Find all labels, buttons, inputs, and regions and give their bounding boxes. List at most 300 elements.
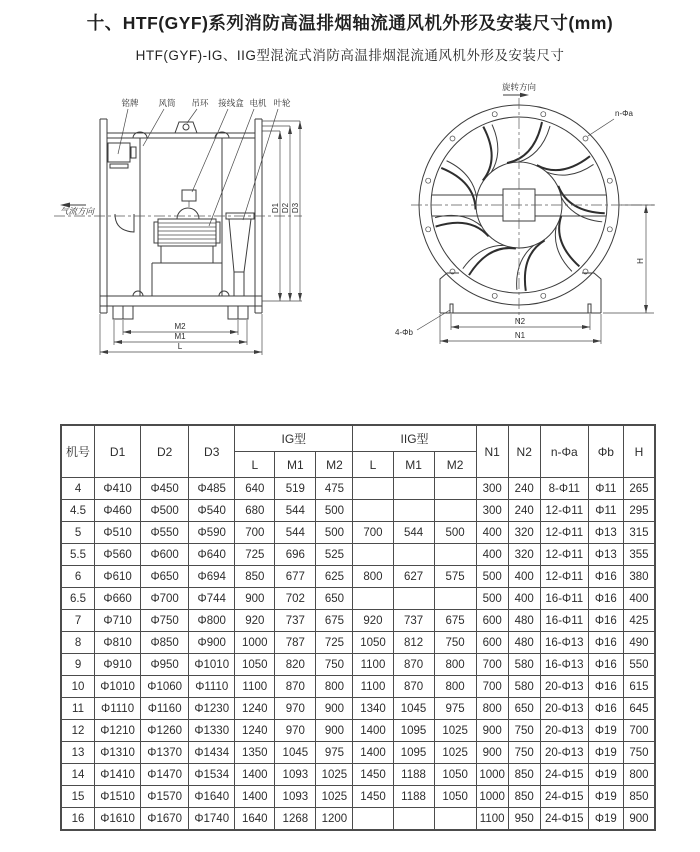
table-cell: 1100: [353, 676, 393, 698]
table-cell: [393, 588, 434, 610]
table-cell: 675: [316, 610, 353, 632]
table-cell: 850: [508, 764, 540, 786]
table-cell: 600: [476, 610, 508, 632]
table-cell: 975: [434, 698, 476, 720]
header-iig-m2: M2: [434, 452, 476, 478]
table-cell: 5.5: [62, 544, 95, 566]
label-bolt-holes: n-Φa: [615, 109, 633, 118]
header-iig-m1: M1: [393, 452, 434, 478]
table-cell: 737: [393, 610, 434, 632]
table-cell: 1340: [353, 698, 393, 720]
header-n2: N2: [508, 426, 540, 478]
table-cell: Φ19: [588, 808, 623, 830]
dim-l: [100, 342, 262, 354]
table-cell: 315: [623, 522, 654, 544]
table-cell: 1640: [235, 808, 275, 830]
base-hole-leader: [417, 310, 450, 330]
table-cell: 500: [434, 522, 476, 544]
table-cell: [434, 544, 476, 566]
table-cell: 700: [353, 522, 393, 544]
table-row: [62, 522, 655, 544]
table-cell: 1240: [235, 698, 275, 720]
dim-m2-label: M2: [174, 322, 186, 331]
table-cell: 20-Φ13: [540, 698, 588, 720]
dim-d3: [291, 121, 302, 301]
table-cell: 600: [476, 632, 508, 654]
table-cell: 12-Φ11: [540, 522, 588, 544]
table-cell: [353, 500, 393, 522]
table-cell: [393, 500, 434, 522]
table-cell: Φ450: [141, 478, 189, 500]
table-row: [62, 808, 655, 830]
drawing-area: [0, 78, 700, 388]
table-row: [62, 610, 655, 632]
table-cell: 7: [62, 610, 95, 632]
table-cell: Φ19: [588, 764, 623, 786]
table-cell: Φ16: [588, 676, 623, 698]
header-iig-l: L: [353, 452, 393, 478]
table-cell: [434, 500, 476, 522]
table-cell: 787: [275, 632, 316, 654]
table-cell: 625: [316, 566, 353, 588]
table-cell: 1350: [235, 742, 275, 764]
table-cell: 240: [508, 478, 540, 500]
table-cell: Φ13: [588, 544, 623, 566]
table-row: [62, 698, 655, 720]
table-cell: 12-Φ11: [540, 544, 588, 566]
table-cell: 425: [623, 610, 654, 632]
dim-h-label: H: [636, 258, 645, 264]
table-row: [62, 654, 655, 676]
table-cell: 400: [508, 566, 540, 588]
page-title: 十、HTF(GYF)系列消防高温排烟轴流通风机外形及安装尺寸(mm): [86, 13, 614, 33]
table-cell: Φ640: [189, 544, 235, 566]
table-cell: 16-Φ13: [540, 654, 588, 676]
header-ig-m1: M1: [275, 452, 316, 478]
table-cell: 500: [476, 566, 508, 588]
dim-n1: [440, 331, 601, 343]
dim-m1-label: M1: [174, 332, 186, 341]
table-cell: 702: [275, 588, 316, 610]
table-cell: 500: [316, 500, 353, 522]
table-cell: 500: [476, 588, 508, 610]
table-row: [62, 588, 655, 610]
table-cell: 1025: [434, 742, 476, 764]
table-cell: Φ560: [95, 544, 141, 566]
table-cell: 700: [623, 720, 654, 742]
table-cell: 400: [623, 588, 654, 610]
table-cell: Φ744: [189, 588, 235, 610]
dim-h: [636, 205, 648, 313]
nameplate: [108, 143, 136, 168]
table-cell: 300: [476, 478, 508, 500]
lifting-lug: [175, 122, 197, 133]
bolt-hole-leader: [588, 119, 614, 136]
motor: [154, 219, 220, 246]
header-ig-type: IG型: [235, 426, 353, 452]
table-cell: 12-Φ11: [540, 500, 588, 522]
table-cell: 380: [623, 566, 654, 588]
table-cell: 820: [275, 654, 316, 676]
table-cell: Φ850: [141, 632, 189, 654]
table-cell: [353, 808, 393, 830]
table-cell: 870: [393, 654, 434, 676]
table-cell: 680: [235, 500, 275, 522]
label-junction-box: 接线盒: [218, 98, 244, 108]
table-cell: Φ1260: [141, 720, 189, 742]
table-cell: Φ1434: [189, 742, 235, 764]
table-cell: 1100: [476, 808, 508, 830]
impeller-cone: [226, 213, 254, 296]
table-cell: 265: [623, 478, 654, 500]
table-cell: 1450: [353, 786, 393, 808]
table-cell: 12: [62, 720, 95, 742]
table-cell: Φ16: [588, 588, 623, 610]
table-cell: 900: [476, 720, 508, 742]
table-row: [62, 478, 655, 500]
table-cell: 580: [508, 676, 540, 698]
table-cell: 800: [353, 566, 393, 588]
table-cell: 696: [275, 544, 316, 566]
table-cell: Φ800: [189, 610, 235, 632]
table-cell: Φ710: [95, 610, 141, 632]
fan-side-view-drawing: [30, 86, 365, 371]
dim-d2-label: D2: [281, 202, 290, 214]
table-body: [62, 478, 655, 830]
table-cell: [353, 588, 393, 610]
table-cell: Φ660: [95, 588, 141, 610]
table-cell: 1050: [235, 654, 275, 676]
table-cell: Φ1110: [95, 698, 141, 720]
table-cell: 1000: [476, 786, 508, 808]
table-cell: 1100: [235, 676, 275, 698]
table-cell: Φ13: [588, 522, 623, 544]
table-cell: Φ16: [588, 610, 623, 632]
header-h: H: [623, 426, 654, 478]
table-cell: 20-Φ13: [540, 676, 588, 698]
dim-n2-label: N2: [514, 317, 526, 326]
table-cell: 20-Φ13: [540, 742, 588, 764]
label-rotation-direction: 旋转方向: [501, 82, 537, 92]
table-cell: 800: [316, 676, 353, 698]
table-cell: Φ540: [189, 500, 235, 522]
inlet-collector: [115, 214, 134, 232]
base-plate: [100, 291, 262, 319]
table-cell: 1000: [476, 764, 508, 786]
table-cell: 640: [235, 478, 275, 500]
table-cell: 1400: [353, 742, 393, 764]
table-cell: 1050: [434, 786, 476, 808]
table-cell: 15: [62, 786, 95, 808]
table-cell: 750: [508, 720, 540, 742]
table-cell: 1200: [316, 808, 353, 830]
table-cell: 480: [508, 610, 540, 632]
table-cell: 870: [275, 676, 316, 698]
table-cell: Φ16: [588, 698, 623, 720]
table-cell: 9: [62, 654, 95, 676]
table-cell: Φ900: [189, 632, 235, 654]
table-cell: 5: [62, 522, 95, 544]
table-cell: Φ1060: [141, 676, 189, 698]
table-cell: Φ1534: [189, 764, 235, 786]
header-iig-type: IIG型: [353, 426, 476, 452]
table-cell: 800: [623, 764, 654, 786]
table-cell: 1093: [275, 786, 316, 808]
table-cell: Φ590: [189, 522, 235, 544]
table-cell: 750: [434, 632, 476, 654]
table-cell: 900: [316, 720, 353, 742]
table-cell: 645: [623, 698, 654, 720]
table-cell: Φ500: [141, 500, 189, 522]
table-cell: 1093: [275, 764, 316, 786]
table-cell: 544: [275, 522, 316, 544]
table-cell: Φ1110: [189, 676, 235, 698]
table-cell: 900: [316, 698, 353, 720]
table-cell: 900: [476, 742, 508, 764]
table-cell: Φ1310: [95, 742, 141, 764]
table-cell: 1025: [316, 764, 353, 786]
table-cell: 1240: [235, 720, 275, 742]
table-cell: Φ1330: [189, 720, 235, 742]
label-airflow: 气流方向: [60, 206, 95, 216]
label-impeller: 叶轮: [273, 98, 291, 108]
table-row: [62, 632, 655, 654]
table-cell: 4: [62, 478, 95, 500]
table-cell: 615: [623, 676, 654, 698]
table-cell: Φ1610: [95, 808, 141, 830]
table-cell: Φ19: [588, 742, 623, 764]
table-cell: 750: [623, 742, 654, 764]
table-cell: Φ1210: [95, 720, 141, 742]
table-cell: 320: [508, 522, 540, 544]
table-cell: 850: [623, 786, 654, 808]
dim-n1-label: N1: [514, 331, 526, 340]
table-cell: 400: [508, 588, 540, 610]
leader-lines: [118, 109, 278, 226]
table-row: [62, 544, 655, 566]
table-cell: 16-Φ13: [540, 632, 588, 654]
header-machine-no: 机号: [62, 426, 95, 478]
table-cell: 900: [235, 588, 275, 610]
table-row: [62, 742, 655, 764]
table-cell: Φ16: [588, 632, 623, 654]
table-cell: 975: [316, 742, 353, 764]
table-cell: 1100: [353, 654, 393, 676]
table-cell: Φ1640: [189, 786, 235, 808]
table-cell: 550: [623, 654, 654, 676]
table-row: [62, 500, 655, 522]
table-cell: Φ19: [588, 720, 623, 742]
header-ig-m2: M2: [316, 452, 353, 478]
dim-d1-label: D1: [271, 202, 280, 214]
table-cell: 20-Φ13: [540, 720, 588, 742]
table-cell: Φ16: [588, 654, 623, 676]
table-cell: 800: [476, 698, 508, 720]
table-cell: [434, 588, 476, 610]
table-cell: 812: [393, 632, 434, 654]
table-cell: Φ1010: [95, 676, 141, 698]
table-cell: Φ1470: [141, 764, 189, 786]
table-cell: 650: [316, 588, 353, 610]
rotation-arrow: [503, 93, 529, 98]
table-cell: Φ1510: [95, 786, 141, 808]
table-cell: 627: [393, 566, 434, 588]
table-cell: 1188: [393, 786, 434, 808]
label-base-holes: 4-Φb: [395, 328, 413, 337]
table-cell: 970: [275, 720, 316, 742]
header-n-phi-a: n-Φa: [540, 426, 588, 478]
table-cell: 920: [235, 610, 275, 632]
table-cell: Φ650: [141, 566, 189, 588]
table-row: [62, 786, 655, 808]
table-cell: 675: [434, 610, 476, 632]
table-cell: 490: [623, 632, 654, 654]
table-cell: Φ460: [95, 500, 141, 522]
table-cell: 1045: [275, 742, 316, 764]
table-cell: Φ610: [95, 566, 141, 588]
table-cell: Φ1570: [141, 786, 189, 808]
table-cell: 1095: [393, 720, 434, 742]
table-cell: 950: [508, 808, 540, 830]
fan-front-view-drawing: [393, 78, 698, 363]
table-cell: Φ750: [141, 610, 189, 632]
table-cell: 1268: [275, 808, 316, 830]
table-cell: Φ1410: [95, 764, 141, 786]
table-cell: 14: [62, 764, 95, 786]
table-cell: 295: [623, 500, 654, 522]
table-cell: 870: [393, 676, 434, 698]
header-n1: N1: [476, 426, 508, 478]
table-cell: 700: [476, 654, 508, 676]
table-cell: Φ510: [95, 522, 141, 544]
table-cell: 800: [434, 654, 476, 676]
table-cell: Φ11: [588, 500, 623, 522]
table-row: [62, 720, 655, 742]
table-cell: 850: [235, 566, 275, 588]
table-cell: 16: [62, 808, 95, 830]
table-cell: 10: [62, 676, 95, 698]
table-cell: 800: [434, 676, 476, 698]
header-ig-l: L: [235, 452, 275, 478]
table-cell: 8-Φ11: [540, 478, 588, 500]
table-cell: 519: [275, 478, 316, 500]
table-cell: Φ600: [141, 544, 189, 566]
table-cell: 750: [508, 742, 540, 764]
table-cell: 970: [275, 698, 316, 720]
table-cell: Φ694: [189, 566, 235, 588]
label-duct: 风筒: [158, 98, 176, 108]
table-cell: 1095: [393, 742, 434, 764]
table-cell: 16-Φ11: [540, 588, 588, 610]
table-cell: [434, 808, 476, 830]
table-cell: 355: [623, 544, 654, 566]
table-cell: 1025: [316, 786, 353, 808]
motor-dome: [177, 208, 199, 219]
table-cell: 500: [316, 522, 353, 544]
table-cell: Φ1670: [141, 808, 189, 830]
table-cell: 24-Φ15: [540, 786, 588, 808]
dimension-table: [61, 425, 655, 830]
table-cell: 1050: [353, 632, 393, 654]
table-cell: 6.5: [62, 588, 95, 610]
table-cell: 700: [235, 522, 275, 544]
label-motor: 电机: [249, 98, 267, 108]
table-cell: 900: [623, 808, 654, 830]
table-cell: Φ1230: [189, 698, 235, 720]
table-cell: 400: [476, 544, 508, 566]
header-d1: D1: [95, 426, 141, 478]
dim-d3-label: D3: [291, 202, 300, 214]
table-cell: 12-Φ11: [540, 566, 588, 588]
table-row: [62, 566, 655, 588]
table-cell: [393, 808, 434, 830]
table-cell: 8: [62, 632, 95, 654]
table-cell: Φ810: [95, 632, 141, 654]
table-cell: 544: [275, 500, 316, 522]
table-cell: [434, 478, 476, 500]
table-cell: 400: [476, 522, 508, 544]
table-cell: 240: [508, 500, 540, 522]
fan-casing: [107, 132, 255, 296]
table-cell: 1045: [393, 698, 434, 720]
header-phi-b: Φb: [588, 426, 623, 478]
motor-support: [152, 246, 222, 296]
dim-n2: [451, 317, 590, 329]
table-cell: 475: [316, 478, 353, 500]
table-cell: Φ485: [189, 478, 235, 500]
table-cell: [393, 478, 434, 500]
table-cell: Φ410: [95, 478, 141, 500]
table-cell: 13: [62, 742, 95, 764]
table-cell: 575: [434, 566, 476, 588]
table-cell: Φ16: [588, 566, 623, 588]
table-cell: Φ1740: [189, 808, 235, 830]
table-cell: 1025: [434, 720, 476, 742]
table-cell: 6: [62, 566, 95, 588]
table-cell: 920: [353, 610, 393, 632]
table-cell: 24-Φ15: [540, 764, 588, 786]
table-cell: 480: [508, 632, 540, 654]
table-cell: 320: [508, 544, 540, 566]
table-cell: Φ1160: [141, 698, 189, 720]
table-row: [62, 764, 655, 786]
label-lifting-ring: 吊环: [191, 98, 209, 108]
table-cell: 750: [316, 654, 353, 676]
table-cell: 700: [476, 676, 508, 698]
table-cell: Φ550: [141, 522, 189, 544]
table-cell: Φ950: [141, 654, 189, 676]
table-cell: 580: [508, 654, 540, 676]
table-cell: 4.5: [62, 500, 95, 522]
table-cell: 1000: [235, 632, 275, 654]
table-cell: 525: [316, 544, 353, 566]
table-cell: 544: [393, 522, 434, 544]
table-cell: [353, 544, 393, 566]
table-cell: Φ700: [141, 588, 189, 610]
table-cell: 11: [62, 698, 95, 720]
table-cell: Φ910: [95, 654, 141, 676]
table-header: [62, 426, 655, 478]
table-cell: 1188: [393, 764, 434, 786]
table-cell: 1400: [353, 720, 393, 742]
header-d2: D2: [141, 426, 189, 478]
table-cell: 1400: [235, 764, 275, 786]
junction-box: [182, 190, 196, 201]
table-cell: 677: [275, 566, 316, 588]
table-cell: 725: [316, 632, 353, 654]
table-cell: 737: [275, 610, 316, 632]
table-cell: 1400: [235, 786, 275, 808]
